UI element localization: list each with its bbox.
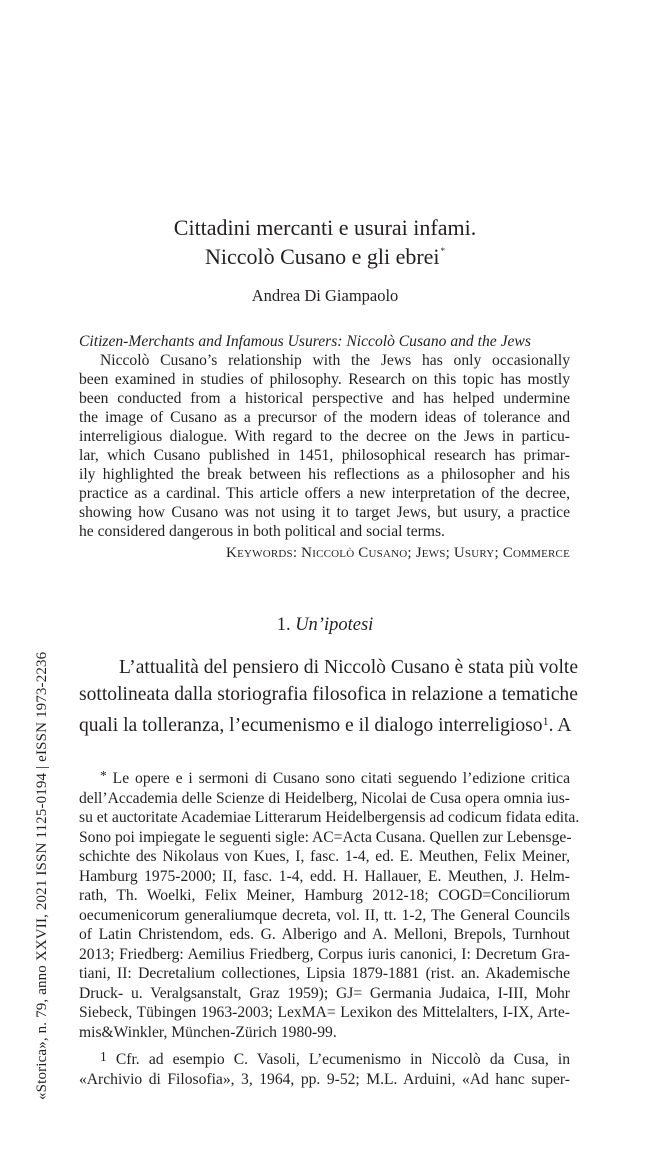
footnote-ref-1[interactable]: 1	[542, 714, 549, 728]
side-running-header: «Storica», n. 79, anno XXVII, 2021 ISSN 1125-0194 | eISSN 1973-2236	[34, 651, 50, 1100]
footnote-line: 2013; Friedberg: Aemilius Friedberg, Corpus iuris canonici, I: Decretum Gra-	[79, 945, 570, 963]
keywords: Keywords: Niccolò Cusano; Jews; Usury; Commerce	[226, 545, 570, 561]
section-title: Un’ipotesi	[295, 615, 374, 635]
footnote-line: tiani, II: Decretalium collectiones, Lipsia 1879-1881 (rist. an. Akademische	[79, 965, 570, 982]
author-name: Andrea Di Giampaolo	[251, 286, 399, 305]
footnote-line: Siebeck, Tübingen 1963-2003; LexMA= Lexikon des Mittelalters, I-IX, Arte-	[79, 1004, 570, 1021]
footnote-line: schichte des Nikolaus von Kues, I, fasc. 1-4, ed. E. Meuthen, Felix Meiner,	[79, 848, 570, 865]
body-line-text: quali la tolleranza, l’ecumenismo e il dialogo interreligioso	[79, 715, 543, 736]
abstract-body	[79, 351, 570, 541]
abstract-line: practice as a cardinal. This article offers a new interpretation of the decree,	[79, 485, 570, 502]
footnote-line: of Latin Christendom, eds. G. Alberigo and A. Melloni, Brepols, Turnhout	[79, 926, 570, 943]
body-line-tail: . A	[548, 715, 572, 736]
footnote-line-text: Cfr. ad esempio C. Vasoli, L’ecumenismo in Niccolò da Cusa, in	[115, 1051, 570, 1068]
footnote-line: Hamburg 1975-2000; II, fasc. 1-4, edd. H. Hallauer, E. Meuthen, J. Helm-	[79, 867, 570, 885]
article-title-line-2	[0, 244, 650, 270]
footnote-line: oecumenicorum generaliumque decreta, vol. II, tt. 1-2, The General Councils	[79, 906, 570, 924]
abstract-line: lar, which Cusano published in 1451, philosophical research has primar-	[79, 447, 570, 464]
abstract-line: Niccolò Cusano’s relationship with the Jews has only occasionally	[100, 352, 570, 369]
footnote-line: mis&Winkler, München-Zürich 1980-99.	[79, 1023, 337, 1041]
abstract-line: ily highlighted the break between his reflections as a philosopher and his	[79, 466, 570, 483]
article-title-text: Niccolò Cusano e gli ebrei	[204, 244, 440, 269]
abstract-line: he considered dangerous in both political and social terms.	[79, 523, 445, 540]
body-line	[79, 708, 570, 739]
footnote-star	[79, 766, 580, 1042]
footnote-line: rath, Th. Woelki, Felix Meiner, Hamburg 2012-18; COGD=Conciliorum	[79, 887, 570, 904]
body-line: L’attualità del pensiero di Niccolò Cusano è stata più volte	[119, 657, 579, 678]
section-number: 1.	[276, 615, 291, 635]
footnote-line	[79, 1047, 570, 1070]
footnote-line: Druck- u. Veralgsanstalt, Graz 1959); GJ= Germania Judaica, I-III, Mohr	[79, 984, 570, 1002]
abstract-line: interreligious dialogue. With regard to the decree on the Jews in particu-	[79, 428, 570, 445]
footnote-1	[79, 1047, 570, 1089]
section-heading	[0, 615, 650, 636]
body-text	[79, 654, 579, 739]
abstract-title: Citizen-Merchants and Infamous Usurers: Niccolò Cusano and the Jews	[79, 333, 531, 350]
title-footnote-mark[interactable]: *	[440, 246, 446, 256]
body-line: sottolineata dalla storiografia filosofica in relazione a tematiche	[79, 684, 578, 705]
article-title-line-1: Cittadini mercanti e usurai infami.	[173, 215, 477, 240]
footnote-1-mark: 1	[100, 1049, 107, 1064]
footnote-line: dell’Accademia delle Scienze di Heidelberg, Nicolai de Cusa opera omnia ius-	[79, 789, 570, 807]
footnote-line: Sono poi impiegate le seguenti sigle: AC=Acta Cusana. Quellen zur Lebensge-	[79, 828, 572, 846]
abstract-line: showing how Cusano was not using it to target Jews, but usury, a practice	[79, 504, 570, 521]
footnote-line: su et auctoritate Academiae Litterarum Heidelbergensis ad codicum fidata edita.	[79, 809, 580, 826]
abstract-line: been examined in studies of philosophy. Research on this topic has mostly	[79, 371, 570, 388]
footnote-line: «Archivio di Filosofia», 3, 1964, pp. 9-52; M.L. Arduini, «Ad hanc super-	[79, 1070, 570, 1088]
footnote-line	[79, 766, 570, 789]
footnote-line-text: Le opere e i sermoni di Cusano sono citati seguendo l’edizione critica	[112, 770, 571, 787]
footnote-star-mark: *	[100, 768, 107, 783]
abstract-line: the image of Cusano as a precursor of the modern ideas of tolerance and	[79, 409, 570, 426]
abstract-line: been conducted from a historical perspective and has helped undermine	[79, 390, 570, 407]
